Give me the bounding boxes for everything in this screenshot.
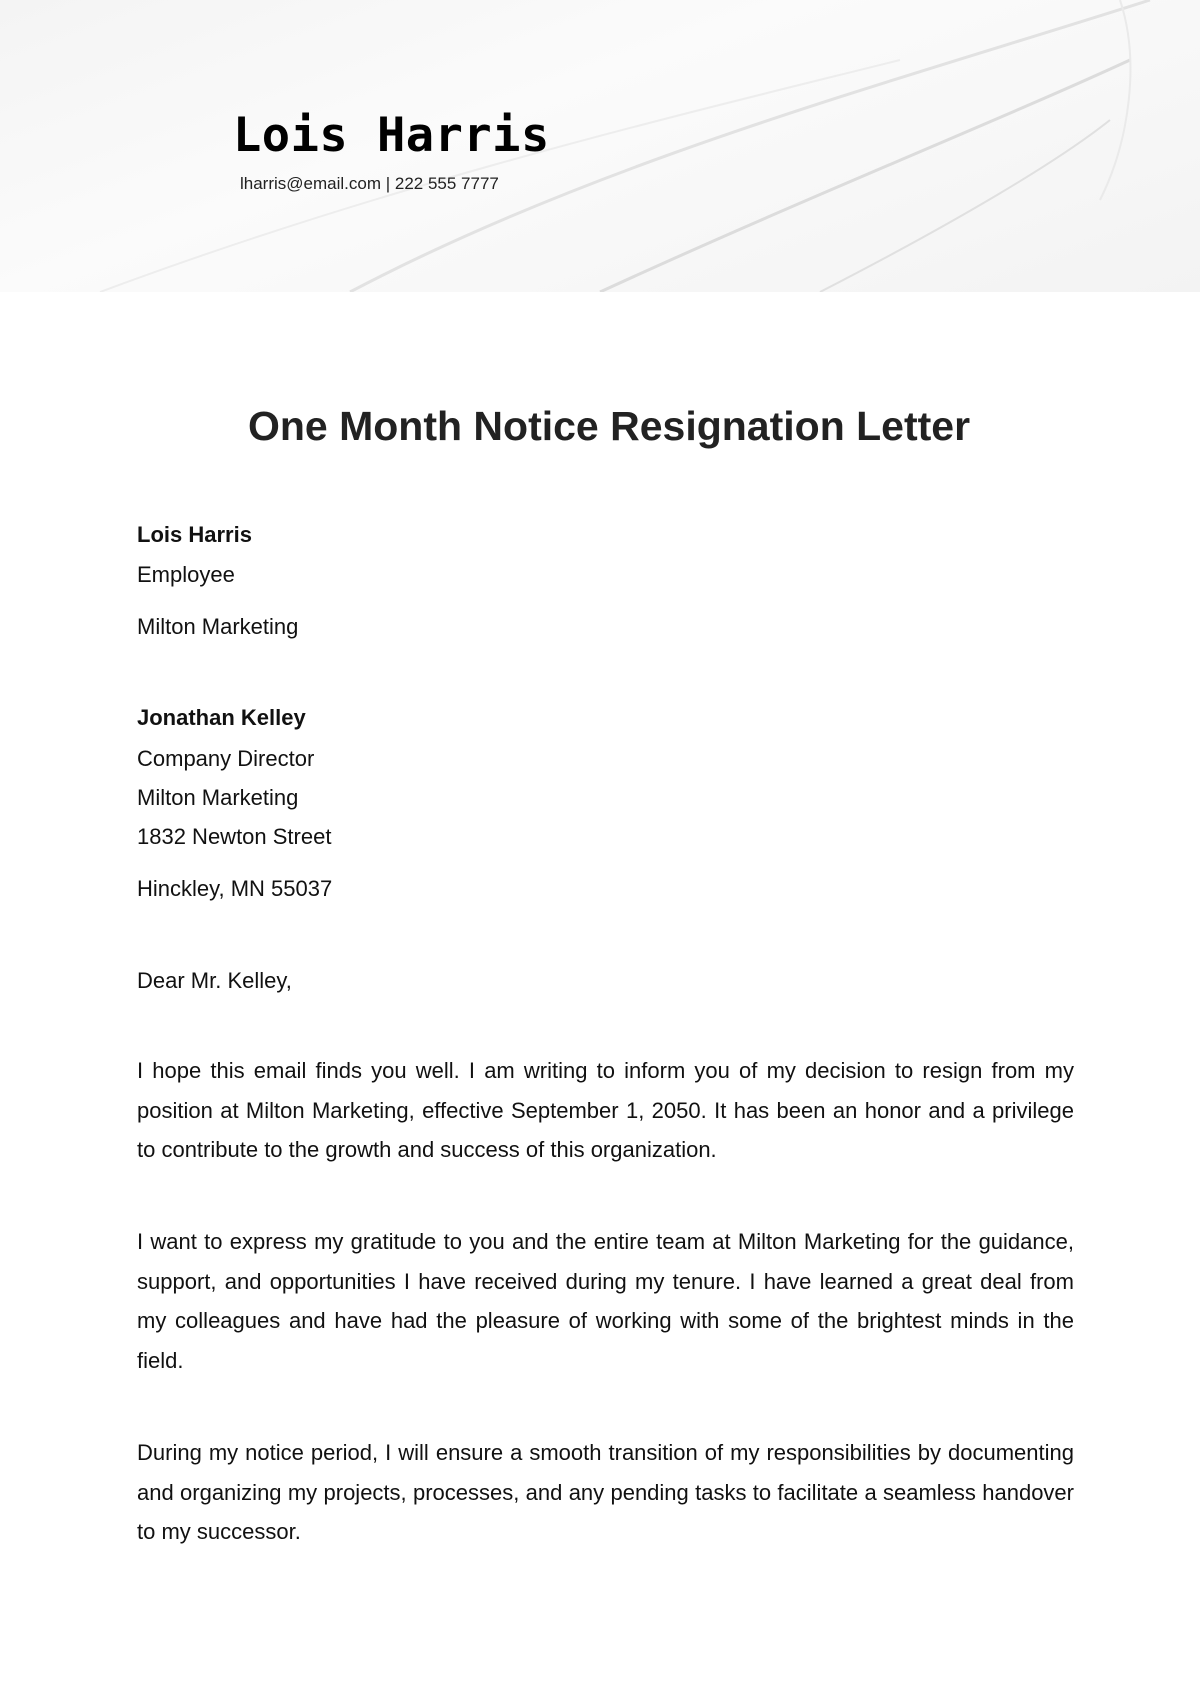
sender-company: Milton Marketing: [137, 614, 299, 639]
sender-name: Lois Harris: [137, 522, 252, 547]
salutation: Dear Mr. Kelley,: [137, 968, 292, 993]
header-name: Lois Harris: [233, 108, 550, 163]
body-paragraph: I want to express my gratitude to you and the entire team at Milton Marketing for the guidance, support, and opportunities I have received during my tenure. I have learned a great deal from my colleagues and have had the pleasure of working with some of the brightest minds in the field.: [137, 1229, 1074, 1373]
recipient-street: 1832 Newton Street: [137, 824, 332, 849]
document-title: One Month Notice Resignation Letter: [247, 403, 971, 449]
sender-role: Employee: [137, 562, 235, 587]
header-contact: lharris@email.com | 222 555 7777: [240, 174, 499, 193]
body-paragraph: I hope this email finds you well. I am writing to inform you of my decision to resign from my position at Milton Marketing, effective September 1, 2050. It has been an honor and a privilege to contribute to the growth and success of this organization.: [137, 1058, 1074, 1162]
recipient-name: Jonathan Kelley: [137, 705, 306, 730]
recipient-city: Hinckley, MN 55037: [137, 876, 333, 901]
body-paragraph: During my notice period, I will ensure a smooth transition of my responsibilities by documenting and organizing my projects, processes, and any pending tasks to facilitate a seamless handover to my successor.: [137, 1440, 1074, 1544]
recipient-role: Company Director: [137, 746, 315, 771]
recipient-company: Milton Marketing: [137, 785, 299, 810]
wave-decoration: [0, 0, 1200, 292]
header-banner: [0, 0, 1200, 292]
